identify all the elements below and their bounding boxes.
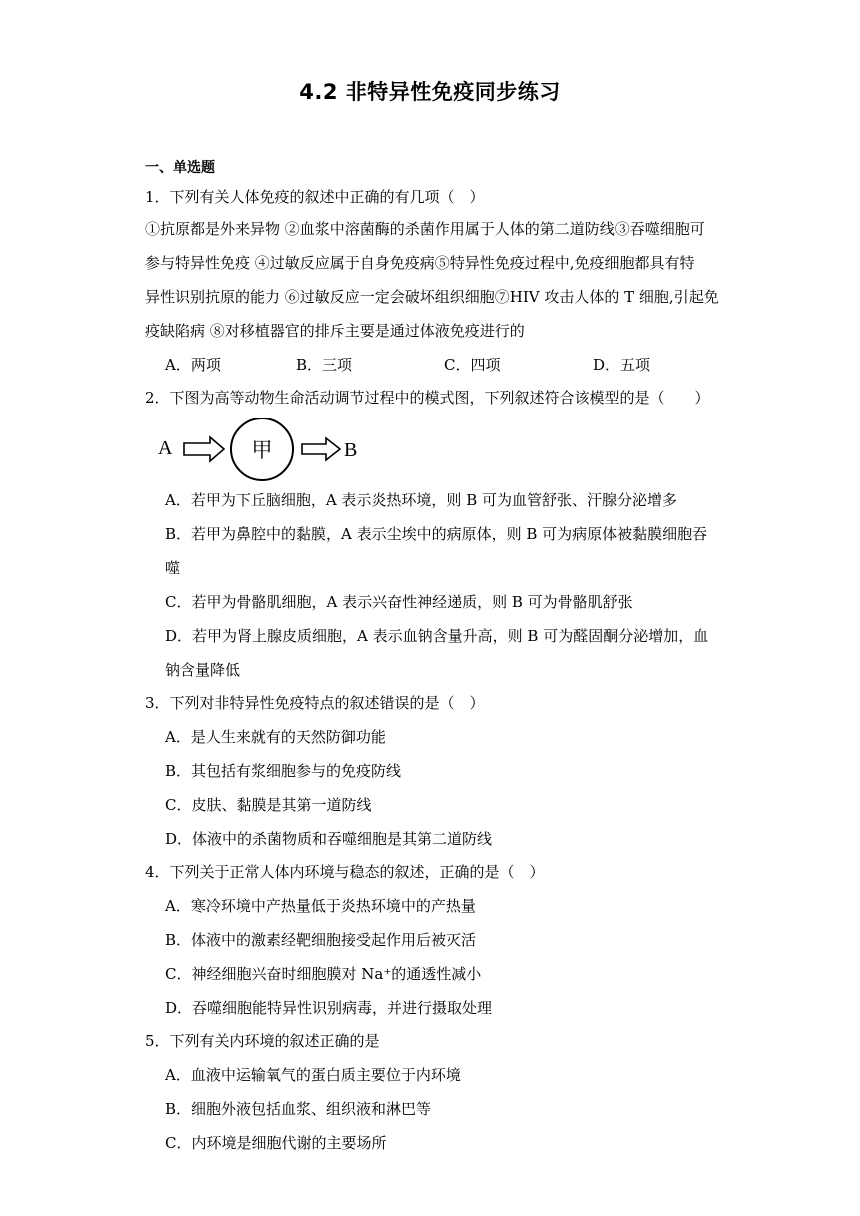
question-1-option-c: C．四项 — [444, 356, 501, 374]
question-1-text-line: 疫缺陷病 ⑧对移植器官的排斥主要是通过体液免疫进行的 — [145, 322, 525, 340]
question-1-text-line: 参与特异性免疫 ④过敏反应属于自身免疫病⑤特异性免疫过程中,免疫细胞都具有特 — [145, 254, 695, 272]
question-2-option-b: B．若甲为鼻腔中的黏膜，A 表示尘埃中的病原体，则 B 可为病原体被黏膜细胞吞 — [165, 525, 708, 543]
question-4-option-d: D．吞噬细胞能特异性识别病毒，并进行摄取处理 — [165, 999, 493, 1017]
question-3-option-c: C．皮肤、黏膜是其第一道防线 — [165, 796, 372, 814]
question-5-option-a: A．血液中运输氧气的蛋白质主要位于内环境 — [165, 1066, 461, 1084]
question-5-option-b: B．细胞外液包括血浆、组织液和淋巴等 — [165, 1100, 432, 1118]
question-4-option-b: B．体液中的激素经靶细胞接受起作用后被灭活 — [165, 931, 477, 949]
question-1-option-d: D．五项 — [593, 356, 651, 374]
question-2-option-a: A．若甲为下丘脑细胞，A 表示炎热环境，则 B 可为血管舒张、汗腺分泌增多 — [165, 491, 677, 509]
question-1-stem: 1．下列有关人体免疫的叙述中正确的有几项（ ） — [145, 188, 485, 206]
question-3-option-b: B．其包括有浆细胞参与的免疫防线 — [165, 762, 402, 780]
question-4-stem: 4．下列关于正常人体内环境与稳态的叙述，正确的是（ ） — [145, 863, 545, 881]
question-1-option-b: B．三项 — [296, 356, 353, 374]
question-5-option-c: C．内环境是细胞代谢的主要场所 — [165, 1134, 387, 1152]
question-2-option-c: C．若甲为骨骼肌细胞，A 表示兴奋性神经递质，则 B 可为骨骼肌舒张 — [165, 593, 633, 611]
question-1-option-a: A．两项 — [165, 356, 221, 374]
question-3-option-a: A．是人生来就有的天然防御功能 — [165, 728, 386, 746]
question-4-option-a: A．寒冷环境中产热量低于炎热环境中的产热量 — [165, 897, 476, 915]
diagram-output-label: B — [344, 439, 358, 461]
question-3-stem: 3．下列对非特异性免疫特点的叙述错误的是（ ） — [145, 694, 485, 712]
question-4-option-c: C．神经细胞兴奋时细胞膜对 Na⁺的通透性减小 — [165, 965, 482, 983]
question-2-option-b-cont: 噬 — [165, 559, 181, 577]
question-5-stem: 5．下列有关内环境的叙述正确的是 — [145, 1032, 380, 1050]
question-3-option-d: D．体液中的杀菌物质和吞噬细胞是其第二道防线 — [165, 830, 493, 848]
page-title: 4.2 非特异性免疫同步练习 — [299, 80, 561, 104]
arrow-right-icon — [184, 437, 224, 461]
diagram-input-label: A — [158, 437, 173, 459]
diagram-center-label: 甲 — [251, 438, 273, 462]
question-2-option-d-cont: 钠含量降低 — [165, 661, 241, 679]
question-1-text-line: 异性识别抗原的能力 ⑥过敏反应一定会破坏组织细胞⑦HIV 攻击人体的 T 细胞,引起免 — [145, 288, 719, 306]
section-heading: 一、单选题 — [145, 160, 215, 176]
flow-diagram — [156, 418, 376, 484]
arrow-right-icon — [302, 438, 340, 460]
question-2-option-d: D．若甲为肾上腺皮质细胞，A 表示血钠含量升高，则 B 可为醛固酮分泌增加，血 — [165, 627, 709, 645]
question-1-text-line: ①抗原都是外来异物 ②血浆中溶菌酶的杀菌作用属于人体的第二道防线③吞噬细胞可 — [145, 220, 705, 238]
question-2-stem: 2．下图为高等动物生命活动调节过程中的模式图，下列叙述符合该模型的是（ ） — [145, 389, 710, 407]
